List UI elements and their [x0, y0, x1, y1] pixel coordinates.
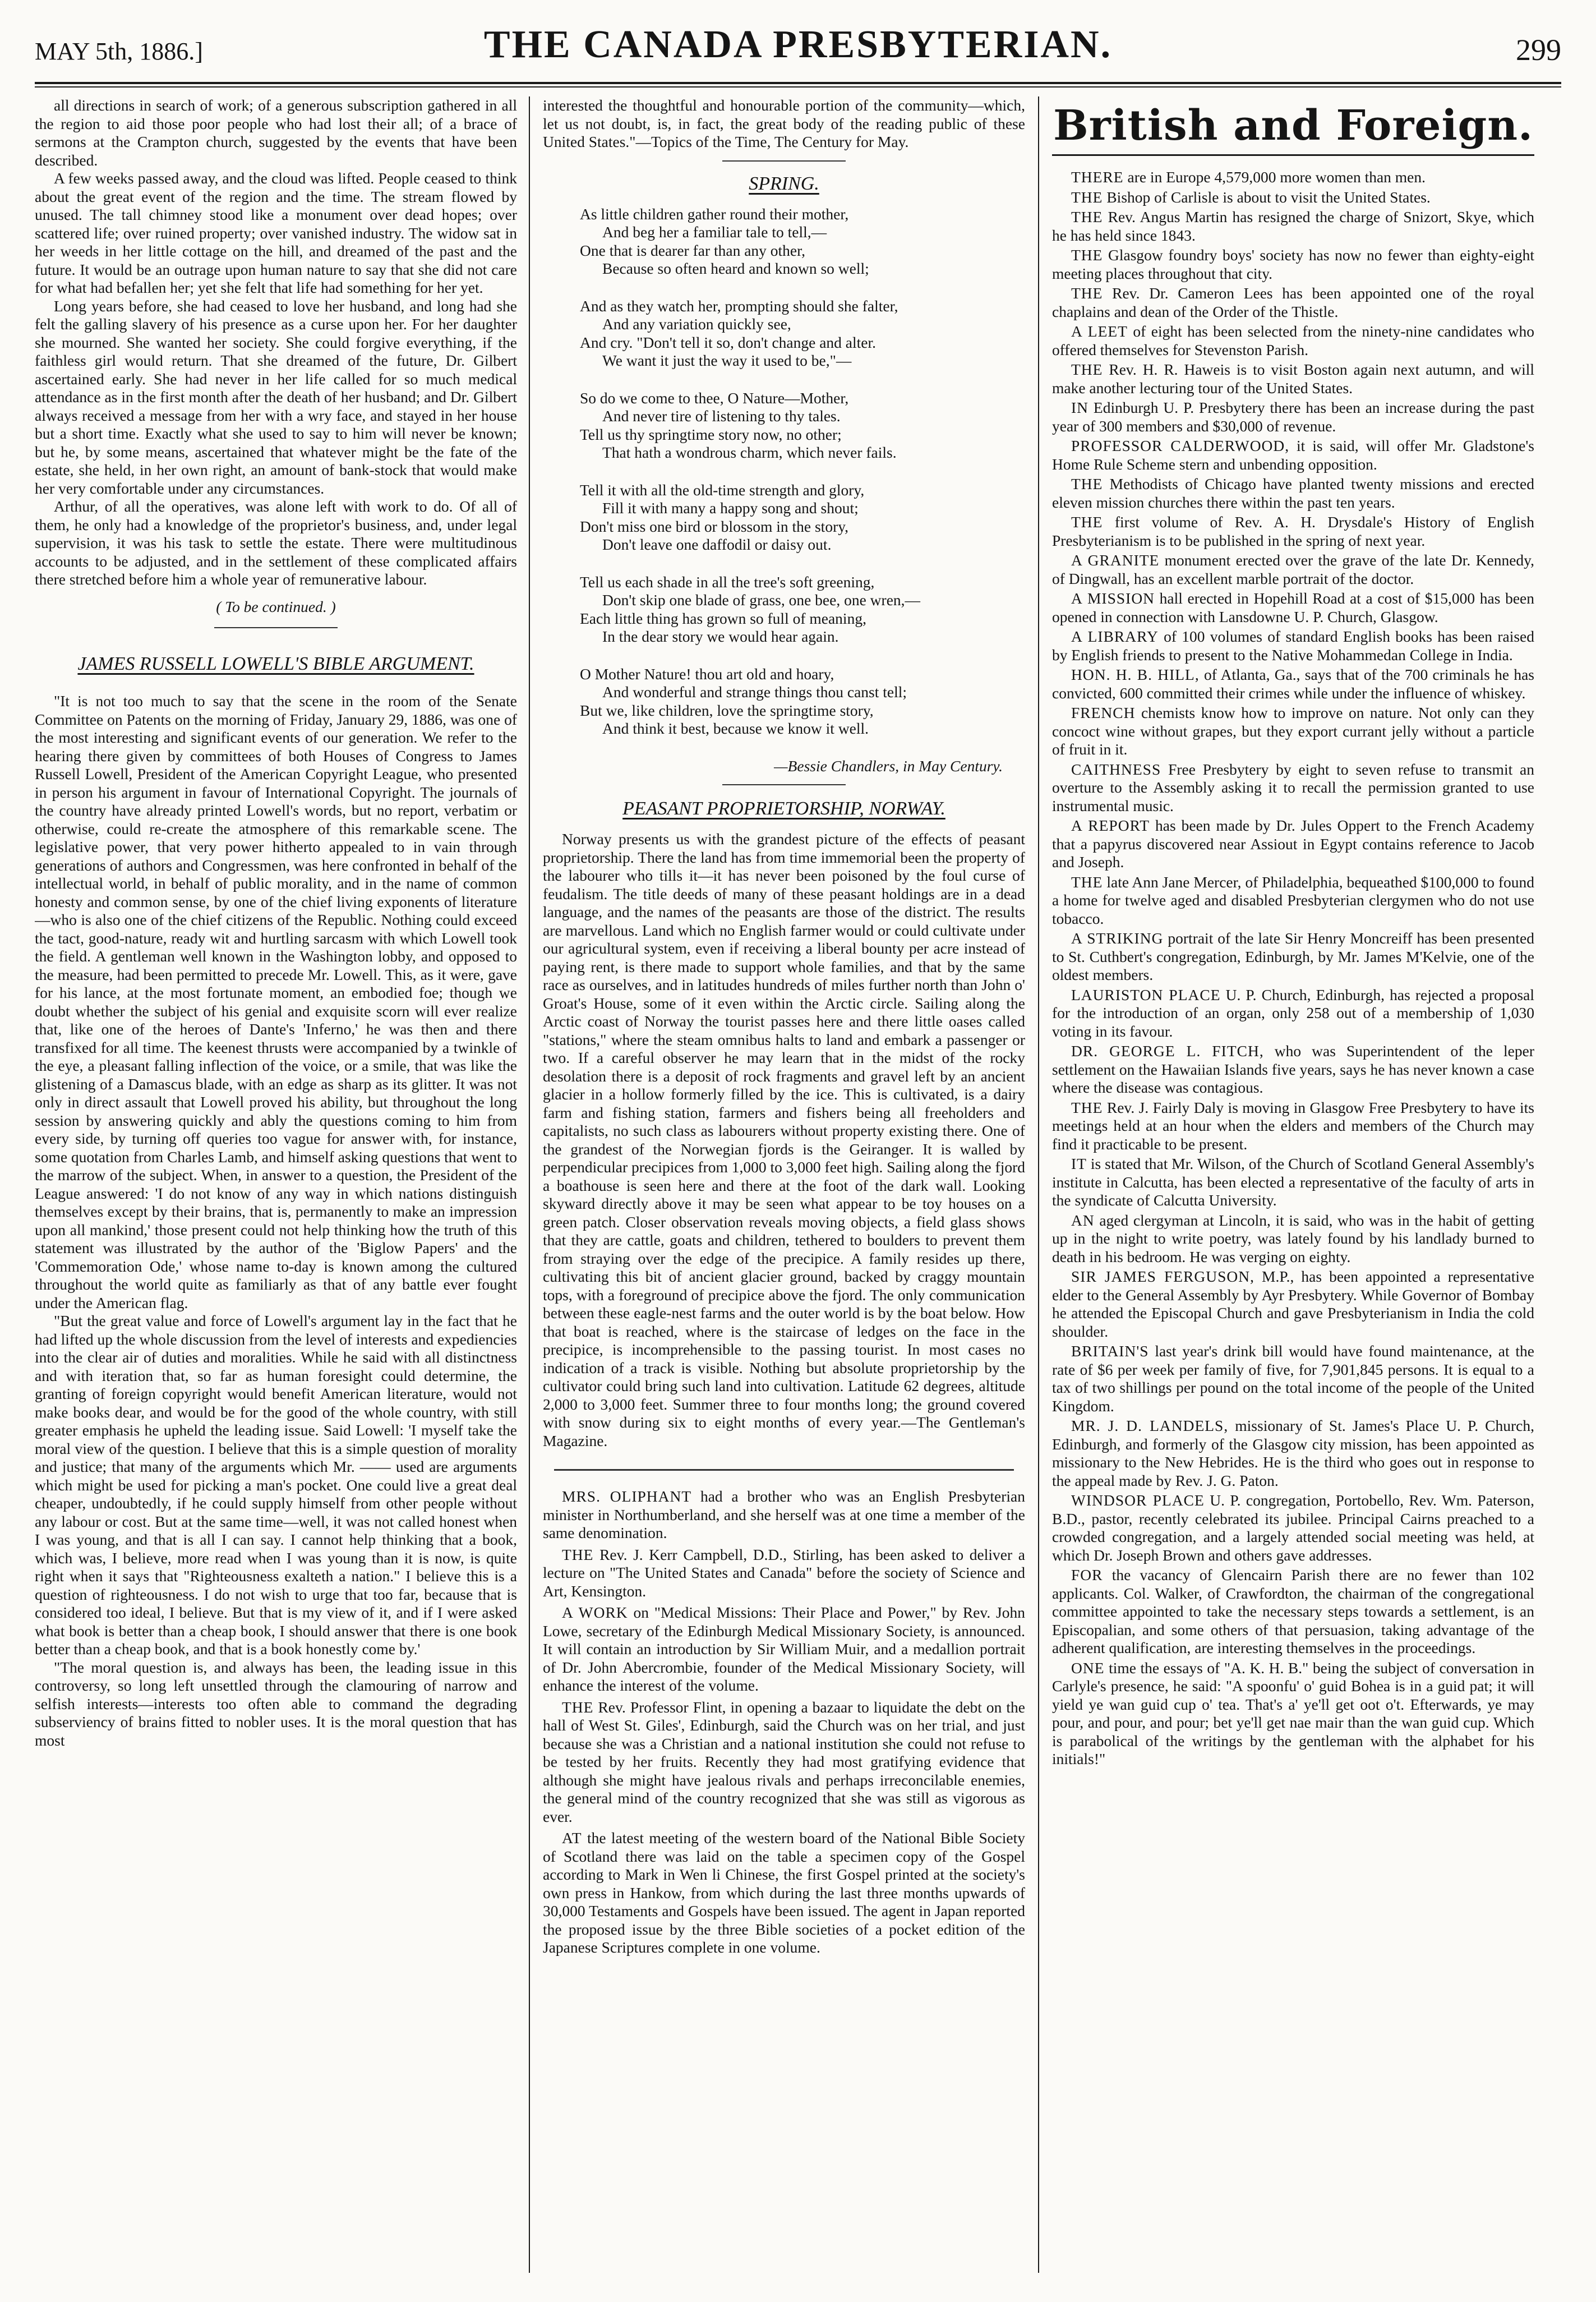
item-text: Free Presbytery by eight to seven refuse to transmit an overture to the Assembly asking it to recall the permission granted to use instrumental music.	[1052, 760, 1534, 814]
item-text: Rev. Dr. Cameron Lees has been appointed one of the royal chaplains and dean of the Order of the Thistle.	[1052, 284, 1534, 320]
item-lead: A REPORT	[1071, 817, 1150, 834]
news-note	[543, 1698, 1025, 1826]
poem-line: And never tire of listening to thy tales.	[602, 407, 841, 425]
item-text: portrait of the late Sir Henry Moncreiff has been presented to St. Cuthbert's congregation, Edinburgh, by Mr. James M'Kelvie, one of the oldest members.	[1052, 929, 1534, 983]
column-2	[543, 96, 1025, 2284]
item-text: missionary of St. James's Place U. P. Church, Edinburgh, and formerly of the Glasgow city mission, has been appointed as missionary to the New Hebrides. He is the third who goes out in response to the appeal made by Rev. J. G. Paton.	[1052, 1417, 1534, 1489]
news-item	[1052, 1099, 1534, 1154]
news-item	[1052, 284, 1534, 321]
poem-stanza	[580, 205, 1025, 278]
poem-line: Don't leave one daffodil or daisy out.	[602, 536, 832, 553]
news-item	[1052, 475, 1534, 512]
item-lead: ONE	[1071, 1659, 1105, 1677]
news-item	[1052, 1342, 1534, 1415]
item-lead: LAURISTON PLACE	[1071, 986, 1221, 1003]
poem-line: Each little thing has grown so full of meaning,	[580, 609, 866, 627]
news-item	[1052, 590, 1534, 626]
news-item	[1052, 1268, 1534, 1341]
header-rule-thin	[35, 86, 1561, 88]
news-item	[1052, 361, 1534, 397]
british-and-foreign-heading: British and Foreign.	[1053, 102, 1533, 150]
news-item	[1052, 1042, 1534, 1097]
item-lead: A LIBRARY	[1071, 628, 1159, 645]
item-text: Rev. H. R. Haweis is to visit Boston again next autumn, and will make another lecturing tour of the United States.	[1052, 361, 1534, 397]
topics-continuation: interested the thoughtful and honourable portion of the community—which, let us not doubt, is, in fact, the great body of the reading public of these United States."—Topics of the Time, The Century for May.	[543, 96, 1025, 150]
item-lead: IN	[1071, 399, 1089, 416]
item-text: U. P. Church, Edinburgh, has rejected a proposal for the introduction of an organ, only 258 out of a membership of 1,030 voting in its favour.	[1052, 986, 1534, 1040]
poem-line: O Mother Nature! thou art old and hoary,	[580, 665, 834, 683]
poem-line: Don't skip one blade of grass, one bee, one wren,—	[602, 591, 921, 609]
poem-line: Tell us thy springtime story now, no other;	[580, 425, 842, 443]
news-item	[1052, 551, 1534, 588]
poem-stanza	[580, 573, 1025, 646]
serial-story	[35, 96, 517, 589]
lowell-paragraph: "It is not too much to say that the scene in the room of the Senate Committee on Patents on the morning of Friday, January 29, 1886, was one of the most interesting and significant events of our generation. We refer to the hearing there given by committees of both Houses of Congress to James Russell Lowell, President of the American Copyright League, who presented in person his argument in favour of International Copyright. The journals of the country have already printed Lowell's words, but no report, verbatim or otherwise, could re-create the atmosphere of this remarkable scene. The legislative power, that very power hitherto appealed to in vain through generations of authors and Congressmen, was here confronted in behalf of the intellectual world, in behalf of public morality, and in the name of common honesty and common sense, by one of the chief living exponents of literature—who is also one of the chief citizens of the Republic. Nothing could exceed the tact, good-nature, ready wit and hurtling sarcasm with which Lowell took the field. A gentleman well known in the Washington lobby, and opposed to the measure, had been permitted to precede Mr. Lowell. This, as it were, gave for his lance, at the most fortunate moment, an embodied foe; though we doubt whether the subject of his genial and exquisite scorn will ever realize that, like one of the heroes of Dante's 'Inferno,' he was then and there transfixed for all time. The keenest thrusts were accompanied by a twinkle of the eye, a pleasant falling inflection of the voice, or a smile, that was like the glistening of a Damascus blade, with an edge as sharp as its glitter. It was not only in direct assault that Lowell proved his ability, but throughout the long session by answering quickly and ably the questions coming to him from every side, by turning off queries too vague for answer with, for instance, some quotation from Charles Lamb, and himself asking questions that went to the marrow of the subject. When, in answer to a question, the President of the League answered: 'I do not know of any way in which nations distinguish themselves except by their brains, that is, permanently to make an impression upon all mankind,' those present could not help thinking how the truth of this statement was illustrated by the author of the 'Biglow Papers' and the 'Commemoration Ode,' whose name to-day is known among the cultured throughout the world quite as familiarly as that of any battle ever fought under the American flag.	[35, 692, 517, 1311]
separator	[214, 627, 338, 628]
item-lead: THE	[1071, 208, 1103, 225]
note-lead: MRS. OLIPHANT	[562, 1488, 692, 1505]
item-lead: FOR	[1071, 1566, 1103, 1583]
item-lead: DR. GEORGE L. FITCH,	[1071, 1042, 1264, 1060]
lowell-article-body	[35, 692, 517, 1749]
item-lead: BRITAIN'S	[1071, 1342, 1149, 1360]
poem-line: But we, like children, love the springtime story,	[580, 701, 874, 719]
poem-line: We want it just the way it used to be,"—	[602, 352, 852, 369]
item-text: chemists know how to improve on nature. Not only can they concoct wine without grapes, but they export currant jelly without a particle of fruit in it.	[1052, 704, 1534, 758]
item-text: has been made by Dr. Jules Oppert to the French Academy that a papyrus discovered near Assiout in Egypt contains reference to Jacob and Joseph.	[1052, 817, 1534, 871]
item-lead: A LEET	[1071, 323, 1128, 340]
item-text: hall erected in Hopehill Road at a cost of $15,000 has been opened in connection with Lansdowne U. P. Church, Glasgow.	[1052, 590, 1534, 625]
continued-note: ( To be continued. )	[216, 597, 336, 615]
item-text: first volume of Rev. A. H. Drysdale's History of English Presbyterianism is to be published in the spring of next year.	[1052, 513, 1534, 549]
news-item	[1052, 704, 1534, 759]
item-text: Methodists of Chicago have planted twenty missions and erected eleven mission churches there within the past ten years.	[1052, 475, 1534, 511]
item-lead: SIR JAMES FERGUSON,	[1071, 1268, 1255, 1285]
news-item	[1052, 873, 1534, 928]
poem-line: And think it best, because we know it well.	[602, 720, 869, 737]
news-item	[1052, 1659, 1534, 1769]
poem-line: And wonderful and strange things thou canst tell;	[602, 683, 907, 701]
item-lead: A MISSION	[1071, 590, 1155, 607]
item-text: monument erected over the grave of the late Dr. Kennedy, of Dingwall, has an excellent marble portrait of the doctor.	[1052, 551, 1534, 587]
item-text: M.P., has been appointed a representative elder to the General Assembly by Ayr Presbytery. While Governor of Bombay he attended the Episcopal Church and gave Presbyterianism in India the cold shoulder.	[1052, 1268, 1534, 1340]
poem-line: Fill it with many a happy song and shout;	[602, 499, 859, 517]
item-text: of eight has been selected from the ninety-nine candidates who offered themselves for Stevenston Parish.	[1052, 323, 1534, 358]
news-item	[1052, 168, 1534, 187]
story-paragraph: all directions in search of work; of a generous subscription gathered in all the region to aid those poor people who had lost their all; of a brace of sermons at the Crampton church, suggested by the events that have been described.	[35, 96, 517, 169]
lowell-paragraph: "But the great value and force of Lowell's argument lay in the fact that he had lifted up the whole discussion from the level of interests and expediencies into the clear air of duties and moralities. While he said with all distinctness and with iteration that, so far as human foresight could determine, the granting of foreign copyright would benefit American literature, would not make books dear, and would be for the good of the whole country, with still greater emphasis he upheld the leading issue. Said Lowell: 'I myself take the moral view of the question. I believe that this is a simple question of morality and justice; that many of the arguments which Mr. —— used are arguments which might be used for picking a man's pocket. One could live a great deal cheaper, undoubtedly, if he could supply himself from other people without any labour or cost. But at the same time—well, it was not called honest when I was young, and that is all I can say. I cannot help thinking that a book, which was, I believe, more read when I was young than it is now, is quite right when it says that "Righteousness exalteth a nation." I believe this is a question of righteousness. I do not wish to urge that too far, because that is considered too ideal, I believe. But that is my view of it, and if I were asked what book is better than a cheap book, I should answer that there is one book better than a cheap book, and that is a book honestly come by.'	[35, 1312, 517, 1658]
poem-line: One that is dearer far than any other,	[580, 241, 806, 259]
news-item	[1052, 188, 1534, 207]
poem-stanza	[580, 389, 1025, 462]
separator	[722, 784, 846, 785]
poem-line: In the dear story we would hear again.	[602, 628, 839, 645]
note-text: the latest meeting of the western board of the National Bible Society of Scotland there was laid on the table a specimen copy of the Gospel according to Mark in Wen li Chinese, the first Gospel printed at the society's own press in Hankow, from which during the last three months upwards of 30,000 Testaments and Gospels have been issued. The agent in Japan reported the proposed issue by the three Bible societies of a pocket edition of the Japanese Scriptures complete in one volume.	[543, 1829, 1025, 1956]
column-divider-1	[529, 96, 530, 2273]
item-text: of 100 volumes of standard English books has been raised by English friends to present to the Native Mohammedan College in India.	[1052, 628, 1534, 664]
item-lead: MR. J. D. LANDELS,	[1071, 1417, 1229, 1434]
item-lead: FRENCH	[1071, 704, 1136, 721]
poem-line: As little children gather round their mother,	[580, 205, 849, 223]
poem-line: And any variation quickly see,	[602, 315, 791, 333]
news-item	[1052, 399, 1534, 435]
item-lead: CAITHNESS	[1071, 760, 1161, 778]
item-text: Bishop of Carlisle is about to visit the United States.	[1103, 188, 1431, 206]
item-lead: A STRIKING	[1071, 929, 1164, 947]
story-paragraph: Long years before, she had ceased to love her husband, and long had she felt the galling slavery of his presence as a curse upon her. For her daughter she mourned. She wanted her society. She could forgive everything, if the faithless girl would return. That she dreamed of the future, Dr. Gilbert ascertained early. She had never in her life called for so much medical attendance as in the first month after the death of her husband; and Dr. Gilbert always received a message from her with a wry face, and stayed in her house but a short time. Exactly what she used to say to him will never be known; but he, by some means, ascertained that whatever might be the fate of the estate, she held, in her own right, an amount of bank-stock that would make her very comfortable under any circumstances.	[35, 297, 517, 497]
news-note	[543, 1829, 1025, 1957]
item-text: is stated that Mr. Wilson, of the Church of Scotland General Assembly's institute in Calcutta, has been elected a representative of the faculty of arts in the syndicate of Calcutta University.	[1052, 1155, 1534, 1209]
masthead-title: THE CANADA PRESBYTERIAN.	[483, 23, 1113, 66]
item-text: Rev. J. Fairly Daly is moving in Glasgow Free Presbytery to have its meetings held at an hour when the elders and members of the Church may find it practicable to be present.	[1052, 1098, 1534, 1153]
item-text: Edinburgh U. P. Presbytery there has been an increase during the past year of 300 members and $30,000 of revenue.	[1052, 399, 1534, 435]
news-item	[1052, 1566, 1534, 1658]
column-1	[35, 96, 517, 2284]
separator	[722, 160, 846, 162]
news-item	[1052, 628, 1534, 664]
poem-line: And beg her a familiar tale to tell,—	[602, 223, 827, 241]
item-text: the vacancy of Glencairn Parish there are no fewer than 102 applicants. Col. Walker, of Crawfordton, the chairman of the congregational committee appointed to take the necessary steps towards a settlement, is an Episcopalian, and some others of that persuasion, taking advantage of the adherent qualification, are interesting themselves in the proceedings.	[1052, 1566, 1534, 1656]
poem-line: Don't miss one bird or blossom in the story,	[580, 517, 849, 535]
poem-stanza	[580, 481, 1025, 554]
column-3	[1052, 96, 1534, 2284]
lowell-article-title: JAMES RUSSELL LOWELL'S BIBLE ARGUMENT.	[77, 653, 474, 674]
section-rule	[1052, 154, 1534, 156]
news-item	[1052, 1491, 1534, 1564]
item-text: last year's drink bill would have found maintenance, at the rate of $6 per week per family of five, for 7,901,845 persons. It is equal to a tax of two shillings per pound on the total income of the people of the United Kingdom.	[1052, 1342, 1534, 1415]
item-lead: A GRANITE	[1071, 551, 1160, 569]
note-text: on "Medical Missions: Their Place and Power," by Rev. John Lowe, secretary of the Edinburgh Medical Missionary Society, is announced. It will contain an introduction by Sir William Muir, and a medallion portrait of Dr. John Abercrombie, founder of the Medical Missionary Society, will enhance the interest of the volume.	[543, 1604, 1025, 1694]
norway-article-title: PEASANT PROPRIETORSHIP, NORWAY.	[622, 798, 945, 819]
note-lead: AT	[562, 1829, 582, 1847]
news-item	[1052, 246, 1534, 283]
poem-title: SPRING.	[749, 173, 819, 194]
news-note	[543, 1488, 1025, 1543]
item-lead: AN	[1071, 1211, 1095, 1229]
note-text: Rev. Professor Flint, in opening a bazaar to liquidate the debt on the hall of West St. Giles', Edinburgh, said the Church was on her trial, and just because she was a Christian and a national institution she could not refuse to be tested by her fruits. Recently they had most gratifying evidence that although she might have jealous rivals and perhaps irreconcilable enemies, the general mind of the country recognized that she was still as vigorous as ever.	[543, 1698, 1025, 1825]
news-note	[543, 1546, 1025, 1601]
note-lead: A WORK	[562, 1604, 628, 1621]
poem-line: And cry. "Don't tell it so, don't change and alter.	[580, 333, 876, 351]
poem-line: So do we come to thee, O Nature—Mother,	[580, 389, 849, 407]
item-text: Glasgow foundry boys' society has now no fewer than eighty-eight meeting places throughout that city.	[1052, 246, 1534, 282]
item-lead: THE	[1071, 246, 1103, 264]
item-text: U. P. congregation, Portobello, Rev. Wm. Paterson, B.D., pastor, recently celebrated its jubilee. Principal Cairns preached to a crowded congregation, and a largely attended social meeting was held, at which Dr. Joseph Brown and others gave addresses.	[1052, 1491, 1534, 1564]
item-text: are in Europe 4,579,000 more women than men.	[1123, 168, 1426, 186]
item-lead: THE	[1071, 1098, 1103, 1116]
note-text: had a brother who was an English Presbyterian minister in Northumberland, and she herself was at one time a member of the same denomination.	[543, 1488, 1025, 1541]
item-lead: THE	[1071, 188, 1103, 206]
item-lead: WINDSOR PLACE	[1071, 1491, 1205, 1509]
item-lead: THE	[1071, 284, 1103, 302]
news-item	[1052, 929, 1534, 984]
poem-stanza	[580, 297, 1025, 370]
news-item	[1052, 666, 1534, 702]
page-header	[35, 22, 1561, 74]
news-notes	[543, 1488, 1025, 1957]
lowell-paragraph: "The moral question is, and always has been, the leading issue in this controversy, so long left unsettled through the clamouring of narrow and selfish interests—interests too often able to command the degrading subserviency of brains fitted to nobler uses. It is the moral question that has most	[35, 1658, 517, 1749]
norway-article-body: Norway presents us with the grandest picture of the effects of peasant proprietorship. There the land has from time immemorial been the property of the labourer who tills it—it has never been poisoned by the foul curse of feudalism. The title deeds of many of these peasant holdings are in a dead language, and the names of the peasants are those of the district. The results are marvellous. Land which no English farmer would or could cultivate under our agricultural system, even if receiving a liberal bounty per acre instead of paying rent, is there made to support whole families, and that by the same race as ourselves, and in latitudes hundreds of miles further north than John o' Groat's House, some of it even within the Arctic circle. Sailing along the Arctic coast of Norway the tourist passes here and there little oases called "stations," where the steam omnibus halts to land and embark a passenger or two. If a careful observer he may learn that in the midst of the rocky desolation there is a deposit of rock fragments and gravel left by an ancient glacier in a hollow formerly filled by the ice. This is cultivated, is a dairy farm and fishing station, farmers and fishers being all freeholders and capitalists, no such class as labourers without property existing there. One of the grandest of the Norwegian fjords is the Geiranger. It is walled by perpendicular precipices from 1,000 to 3,000 feet high. Sailing along the fjord a boathouse is seen here and there at the foot of the dark wall. Looking skyward directly above it may be seen what appear to be toy houses on a green patch. Closer observation reveals moving objects, a field glass shows that they are cattle, goats and children, tethered to boulders to prevent them from straying over the edge of the precipice. A family resides up there, cultivating this bit of ancient glacier ground, backed by craggy mountain tops, with a foreground of precipice above the fjord. The only communication between these eagle-nest farms and the outer world is by the boat below. How that boat is reached, where is the staircase of ledges on the face in the precipice, is incomprehensible to the passing tourist. In most cases no indication of a track is visible. Nothing but absolute proprietorship by the cultivator could bring such land into cultivation. Latitude 62 degrees, altitude 2,000 to 3,000 feet. Summer three to four months long; the ground covered with snow during six to eight months of every year.—The Gentleman's Magazine.	[543, 830, 1025, 1449]
news-item	[1052, 1417, 1534, 1490]
news-note	[543, 1604, 1025, 1695]
news-item	[1052, 323, 1534, 359]
poem-source: —Bessie Chandlers, in May Century.	[774, 757, 1003, 775]
news-item	[1052, 208, 1534, 245]
item-text: Rev. Angus Martin has resigned the charge of Snizort, Skye, which he has held since 1843.	[1052, 208, 1534, 244]
note-text: Rev. J. Kerr Campbell, D.D., Stirling, has been asked to deliver a lecture on "The United States and Canada" before the society of Science and Art, Kensington.	[543, 1545, 1025, 1600]
item-text: it is said, will offer Mr. Gladstone's Home Rule Scheme stern and unbending opposition.	[1052, 437, 1534, 473]
separator-wide	[554, 1469, 1014, 1471]
item-text: aged clergyman at Lincoln, it is said, who was in the habit of getting up in the night to write poetry, was lately found by his landlady burned to death in his bedroom. He was verging on eighty.	[1052, 1211, 1534, 1265]
news-item	[1052, 986, 1534, 1041]
news-item	[1052, 1155, 1534, 1210]
poem-line: And as they watch her, prompting should she falter,	[580, 297, 898, 315]
news-item	[1052, 1212, 1534, 1267]
news-item	[1052, 437, 1534, 473]
british-foreign-items	[1052, 168, 1534, 1769]
item-lead: THE	[1071, 475, 1103, 492]
item-text: time the essays of "A. K. H. B." being the subject of conversation in Carlyle's presence, he said: "A spoonfu' o' guid Bohea is in a guid pat; it will yield ye wan guid cup o' tea. That's a' ye'll get oot o't. Efterwards, ye may pour, and pour, and pour; bet ye'll get nae mair than the wan guid cup. Which is parabolical of the writings by the gentleman with the alphabet for his initials!"	[1052, 1659, 1534, 1767]
item-lead: PROFESSOR CALDERWOOD,	[1071, 437, 1290, 454]
story-paragraph: Arthur, of all the operatives, was alone left with work to do. Of all of them, he only had a knowledge of the proprietor's business, and, under legal supervision, it was his task to settle the estate. There were multitudinous accounts to be adjusted, and in the settlement of these complicated affairs there stretched before him a whole year of remunerative labour.	[35, 498, 517, 588]
item-lead: HON. H. B. HILL,	[1071, 666, 1200, 683]
news-item	[1052, 513, 1534, 550]
column-divider-2	[1038, 96, 1039, 2273]
page-number: 299	[1516, 33, 1561, 67]
item-text: who was Superintendent of the leper settlement on the Hawaiian Islands five years, says he has never known a case where the disease was contagious.	[1052, 1042, 1534, 1096]
story-paragraph: A few weeks passed away, and the cloud was lifted. People ceased to think about the great event of the region and the time. The stream flowed by unused. The tall chimney stood like a monument over dead hopes; over scattered life; over ruined property; over vanished industry. The widow sat in her weeds in her little cottage on the hill, and dreamed of the past and the future. It would be an outrage upon human nature to say that she did not care for what had befallen her; yet she felt that life had something for her yet.	[35, 169, 517, 296]
poem-line: Because so often heard and known so well;	[602, 260, 869, 277]
poem-line: That hath a wondrous charm, which never fails.	[602, 444, 897, 461]
item-text: of Atlanta, Ga., says that of the 700 criminals he has convicted, 600 committed their crimes while under the influence of whiskey.	[1052, 666, 1534, 702]
item-lead: THE	[1071, 513, 1103, 531]
poem-line: Tell us each shade in all the tree's soft greening,	[580, 573, 875, 591]
item-lead: THE	[1071, 361, 1103, 378]
note-lead: THE	[562, 1545, 594, 1563]
note-lead: THE	[562, 1698, 594, 1716]
issue-date: MAY 5th, 1886.]	[35, 38, 203, 65]
header-rule	[35, 82, 1561, 84]
item-lead: IT	[1071, 1155, 1087, 1172]
news-item	[1052, 761, 1534, 816]
item-lead: THERE	[1071, 168, 1124, 186]
poem-line: Tell it with all the old-time strength and glory,	[580, 481, 865, 499]
spring-poem	[580, 205, 1025, 738]
item-lead: THE	[1071, 873, 1103, 891]
news-item	[1052, 817, 1534, 872]
poem-stanza	[580, 665, 1025, 738]
item-text: late Ann Jane Mercer, of Philadelphia, bequeathed $100,000 to found a home for twelve aged and disabled Presbyterian clergymen who do not use tobacco.	[1052, 873, 1534, 927]
